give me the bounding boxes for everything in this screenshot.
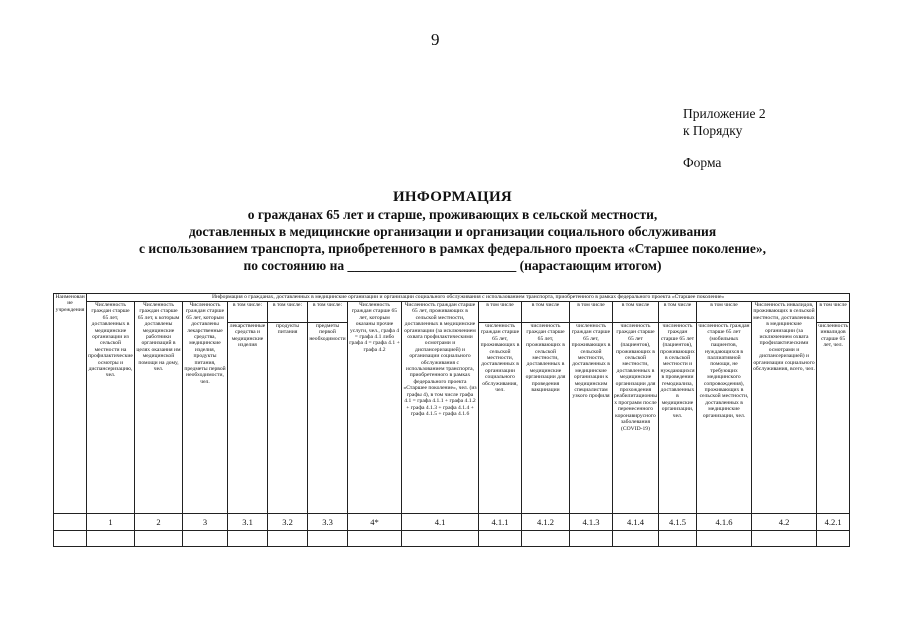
empty-cell (479, 531, 522, 547)
empty-cell (268, 531, 308, 547)
header-c413-top: в том числе (570, 302, 613, 323)
empty-cell (54, 531, 87, 547)
col-number-cell: 4.1.5 (659, 514, 697, 531)
appendix-line2: к Порядку (683, 123, 743, 138)
col-number-cell (54, 514, 87, 531)
col-number-cell: 3.2 (268, 514, 308, 531)
header-c33-top: в том числе: (308, 302, 348, 323)
title-line3: с использованием транспорта, приобретенного в рамках федерального проекта «Старшее поколение», (139, 241, 766, 256)
empty-cell (659, 531, 697, 547)
header-c411-top: в том числе (479, 302, 522, 323)
appendix-form: Форма (683, 155, 722, 170)
title-line4: по состоянию на _________________________ (нарастающим итогом) (243, 258, 662, 273)
column-numbers-row (54, 514, 850, 531)
header-c415: численность граждан старше 65 лет (пациентов), проживающих в сельской местности и нуждающихся в проведении гемодиализа, доставленных в медицинские организации, чел. (659, 323, 697, 514)
header-c4: Численность граждан старше 65 лет, которым оказаны прочие услуги, чел., графа 4 = графа 4.1 либо графа 4 = графа 4.1 + графа 4.2 (348, 302, 402, 514)
header-org: Наименование учреждения (54, 294, 87, 514)
col-number-cell: 4.1.4 (613, 514, 659, 531)
col-number-cell: 4.1 (402, 514, 479, 531)
empty-cell (348, 531, 402, 547)
col-number-cell: 2 (135, 514, 183, 531)
header-c41: Численность граждан старше 65 лет, проживающих в сельской местности, доставленных в медицинские организации (за исключением охвата профилактическими осмотрами и диспансеризацией) и организации социального обслуживания с использованием транспорта, приобретенного в рамках федерального проекта «Старшее поколение», чел. (из графы 4), в том числе графа 4.1 = графа 4.1.1 + графа 4.1.2 + графа 4.1.3 + графа 4.1.4 + графа 4.1.5 + графа 4.1.6 (402, 302, 479, 514)
header-c411: численность граждан старше 65 лет, проживающих в сельской местности, доставленных в организации социального обслуживания, чел. (479, 323, 522, 514)
header-c32: продукты питания (268, 323, 308, 514)
col-number-cell: 4.1.1 (479, 514, 522, 531)
col-number-cell: 3 (183, 514, 228, 531)
col-number-cell: 4.1.6 (697, 514, 752, 531)
header-c421: численность инвалидов старше 65 лет, чел. (817, 323, 850, 514)
header-c413: численность граждан старше 65 лет, проживающих в сельской местности, доставленных в медицинские организации к медицинским специалистам узкого профиля (570, 323, 613, 514)
empty-data-row (54, 531, 850, 547)
appendix-line1: Приложение 2 (683, 106, 766, 121)
title-line2: доставленных в медицинские организации и организации социального обслуживания (188, 224, 717, 239)
empty-cell (522, 531, 570, 547)
empty-cell (613, 531, 659, 547)
col-number-cell: 3.1 (228, 514, 268, 531)
header-c415-top: в том числе (659, 302, 697, 323)
col-number-cell: 4.1.3 (570, 514, 613, 531)
empty-cell (402, 531, 479, 547)
empty-cell (308, 531, 348, 547)
empty-cell (87, 531, 135, 547)
header-c414-top: в том числе (613, 302, 659, 323)
empty-cell (183, 531, 228, 547)
col-number-cell: 1 (87, 514, 135, 531)
report-table (53, 293, 850, 547)
col-number-cell: 4.2.1 (817, 514, 850, 531)
title-heading: ИНФОРМАЦИЯ (392, 189, 513, 205)
header-c42: Численность инвалидов, проживающих в сельской местности, доставленных в медицинские организации (за исключением охвата профилактическими осмотрами и диспансеризацией) и организации социального обслуживания, всего, чел. (752, 302, 817, 514)
header-group: Информация о гражданах, доставленных в медицинские организации и организации социального обслуживания с использованием транспорта, приобретенного в рамках федерального проекта «Старшее поколение» (87, 294, 850, 302)
header-c1: Численность граждан старше 65 лет, доставленных в медицинские организации из сельской местности на профилактические осмотры и диспансеризацию, чел. (87, 302, 135, 514)
empty-cell (817, 531, 850, 547)
appendix-block (683, 105, 766, 171)
empty-cell (228, 531, 268, 547)
empty-cell (752, 531, 817, 547)
header-c3: Численность граждан старше 65 лет, которым доставлены лекарственные средства, медицинские изделия, продукты питания, предметы первой необходимости, чел. (183, 302, 228, 514)
empty-cell (135, 531, 183, 547)
col-number-cell: 3.3 (308, 514, 348, 531)
header-c421-top: в том числе (817, 302, 850, 323)
col-number-cell: 4* (348, 514, 402, 531)
title-line1: о гражданах 65 лет и старше, проживающих в сельской местности, (247, 207, 658, 222)
header-c31: лекарственные средства и медицинские изделия (228, 323, 268, 514)
empty-cell (697, 531, 752, 547)
header-c32-top: в том числе: (268, 302, 308, 323)
header-c31-top: в том числе: (228, 302, 268, 323)
header-c33: предметы первой необходимости (308, 323, 348, 514)
header-c2: Численность граждан старше 65 лет, к которым доставлены медицинские работники организаций в целях оказания им медицинской помощи на дому, чел. (135, 302, 183, 514)
empty-cell (570, 531, 613, 547)
header-c412: численность граждан старше 65 лет, проживающих в сельской местности, доставленных в медицинские организации для проведения вакцинации (522, 323, 570, 514)
header-c416-top: в том числе (697, 302, 752, 323)
header-c416: численность граждан старше 65 лет (мобильных пациентов, нуждающихся в паллиативной помощи, не требующих медицинского сопровождения), проживающих в сельской местности, доставленных в медицинские организации, чел. (697, 323, 752, 514)
col-number-cell: 4.1.2 (522, 514, 570, 531)
header-c412-top: в том числе (522, 302, 570, 323)
header-c414: численность граждан старше 65 лет (пациентов), проживающих в сельской местности, доставленных в медицинские организации для прохождения реабилитационных программ после перенесенного коронавирусного заболевания (COVID-19) (613, 323, 659, 514)
page-number: 9 (431, 30, 440, 49)
document-title (0, 189, 905, 274)
col-number-cell: 4.2 (752, 514, 817, 531)
